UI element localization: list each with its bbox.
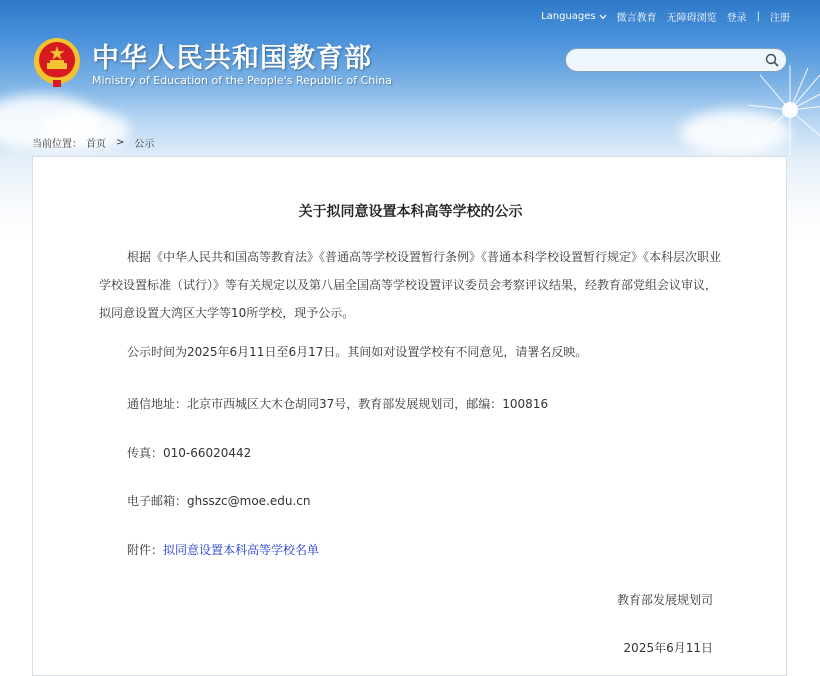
contact-address: 通信地址：北京市西城区大木仓胡同37号，教育部发展规划司，邮编：100816 <box>127 397 549 411</box>
attachment-link[interactable]: 拟同意设置本科高等学校名单 <box>163 543 320 557</box>
weibo-link[interactable]: 微言教育 <box>616 13 657 24</box>
attachment-row <box>127 541 319 558</box>
notice-period: 公示时间为2025年6月11日至6月17日。其间如对设置学校有不同意见，请署名反映。 <box>127 345 588 359</box>
article-container <box>32 156 787 676</box>
breadcrumb <box>32 135 154 150</box>
breadcrumb-separator: > <box>116 137 125 148</box>
breadcrumb-prefix: 当前位置： <box>32 139 82 150</box>
contact-email: 电子邮箱：ghsszc@moe.edu.cn <box>127 494 311 508</box>
search-input[interactable] <box>576 52 760 70</box>
breadcrumb-home[interactable]: 首页 <box>86 139 106 150</box>
accessibility-link[interactable]: 无障碍浏览 <box>666 13 717 24</box>
article-title: 关于拟同意设置本科高等学校的公示 <box>298 204 523 220</box>
publish-date: 2025年6月11日 <box>623 641 713 655</box>
search-icon[interactable] <box>764 52 780 68</box>
article-paragraph: 根据《中华人民共和国高等教育法》《普通高等学校设置暂行条例》《普通本科学校设置暂行规定》《本科层次职业学校设置标准（试行）》等有关规定以及第八届全国高等学校设置评议委员会考察评议结果，经教育部党组会议审议，拟同意设置大湾区大学等10所学校，现予公示。 <box>99 250 722 320</box>
nav-separator: | <box>756 11 760 22</box>
contact-fax: 传真：010-66020442 <box>127 446 252 460</box>
chevron-down-icon <box>599 14 607 20</box>
dandelion-decoration <box>740 60 820 160</box>
register-link[interactable]: 注册 <box>770 13 790 24</box>
signature: 教育部发展规划司 <box>616 593 713 607</box>
national-emblem-icon[interactable] <box>32 36 82 88</box>
login-link[interactable]: 登录 <box>726 13 747 24</box>
languages-label: Languages <box>541 11 596 22</box>
languages-menu[interactable] <box>541 11 607 22</box>
site-subtitle: Ministry of Education of the People's Republic of China <box>92 74 392 87</box>
top-navigation <box>541 9 790 24</box>
search-box <box>565 48 787 72</box>
attachment-label: 附件： <box>127 543 164 557</box>
breadcrumb-current[interactable]: 公示 <box>134 139 155 150</box>
site-title: 中华人民共和国教育部 <box>92 43 372 74</box>
